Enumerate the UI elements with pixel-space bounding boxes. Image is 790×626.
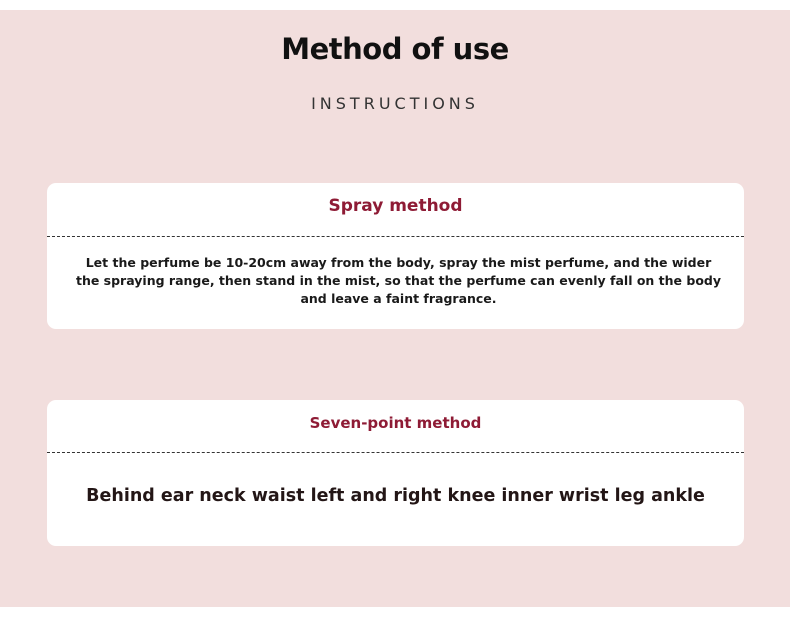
page-subtitle: INSTRUCTIONS [311, 94, 479, 113]
spray-method-description: Let the perfume be 10-20cm away from the body, spray the mist perfume, and the wider the spraying range, then stand in the mist, so that the perfume can evenly fall on the body and leave a faint fragrance. [75, 255, 722, 306]
page-title: Method of use [281, 32, 509, 66]
seven-point-method-title: Seven-point method [309, 414, 482, 432]
seven-point-method-card [47, 400, 744, 546]
spray-method-card [47, 183, 744, 329]
spray-method-divider [47, 236, 744, 237]
seven-point-method-description: Behind ear neck waist left and right knee inner wrist leg ankle [86, 486, 705, 506]
spray-method-title: Spray method [328, 196, 463, 216]
seven-point-method-divider [47, 452, 744, 453]
